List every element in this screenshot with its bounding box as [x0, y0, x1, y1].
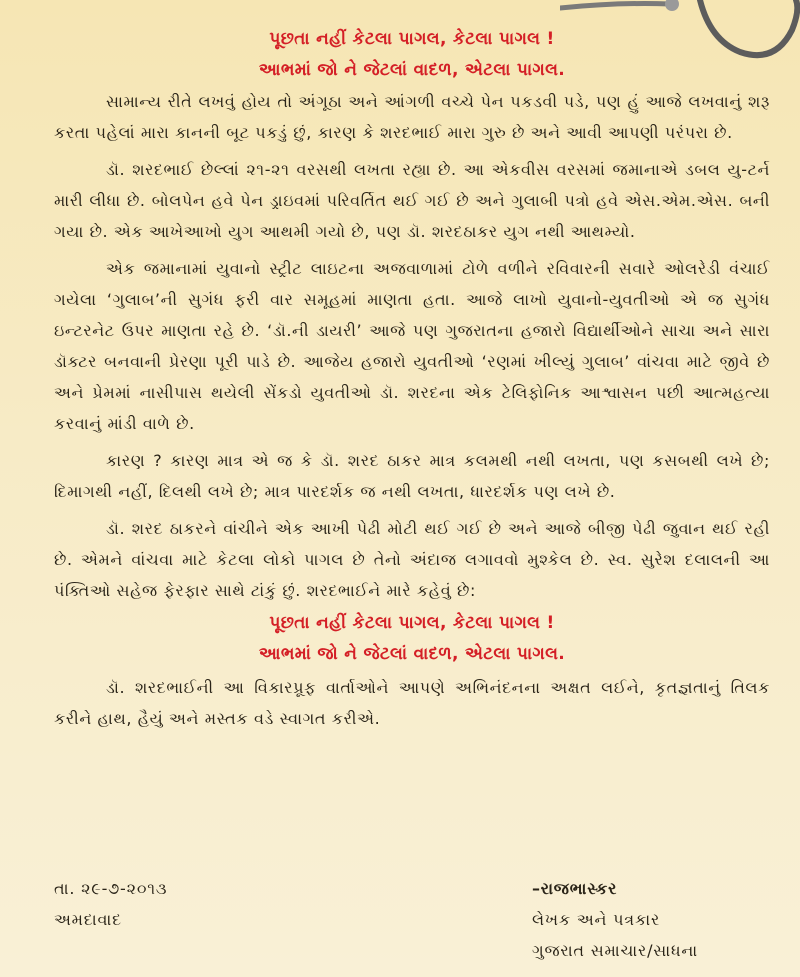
article: [54, 24, 770, 734]
paragraph-1: સામાન્ય રીતે લખવું હોય તો અંગૂઠા અને આંગળી વચ્ચે પેન પકડવી પડે, પણ હું આજે લખવાનું શરૂ કરતા પહેલાં મારા કાનની બૂટ પકડું છું, કારણ કે શરદભાઈ મારા ગુરુ છે અને આવી આપણી પરંપરા છે.: [54, 92, 770, 142]
couplet-top: [54, 24, 770, 86]
footer-left: [54, 873, 167, 935]
couplet-line-2-repeat: આભમાં જો ને જેટલાં વાદળ, એટલા પાગલ.: [258, 644, 566, 664]
author-signature: –રાજભાસ્કર: [532, 879, 618, 898]
footer: [54, 873, 770, 973]
couplet-line-2: આભમાં જો ને જેટલાં વાદળ, એટલા પાગલ.: [258, 60, 566, 80]
closing-paragraph: ડૉ. શરદભાઈની આ વિકારપ્રૂફ વાર્તાઓને આપણે અભિનંદનના અક્ષત લઈને, કૃતજ્ઞતાનું તિલક કરીને હાથ, હૈયું અને મસ્તક વડે સ્વાગત કરીએ.: [54, 678, 770, 728]
paragraph-3: એક જમાનામાં યુવાનો સ્ટ્રીટ લાઇટના અજવાળામાં ટોળે વળીને રવિવારની સવારે ઓલરેડી વંચાઈ ગયેલા ‘ગુલાબ’ની સુગંધ ફરી વાર સમૂહમાં માણતા હતા. આજે લાખો યુવાનો-યુવતીઓ એ જ સુગંધ ઇન્ટરનેટ ઉપર માણતા રહે છે. ‘ડૉ.ની ડાયરી’ આજે પણ ગુજરાતના હજારો વિદ્યાર્થીઓને સાચા અને સારા ડૉક્ટર બનવાની પ્રેરણા પૂરી પાડે છે. આજેય હજારો યુવતીઓ ‘રણમાં ખીલ્યું ગુલાબ’ વાંચવા માટે જીવે છે અને પ્રેમમાં નાસીપાસ થયેલી સેંકડો યુવતીઓ ડૉ. શરદના એક ટેલિફોનિક આશ્વાસન પછી આત્મહત્યા કરવાનું માંડી વાળે છે.: [54, 259, 770, 433]
couplet-line-1: પૂછતા નહીં કેટલા પાગલ, કેટલા પાગલ !: [269, 29, 555, 49]
paragraph-5: ડૉ. શરદ ઠાકરને વાંચીને એક આખી પેઢી મોટી થઈ ગઈ છે અને આજે બીજી પેઢી જુવાન થઈ રહી છે. એમને વાંચવા માટે કેટલા લોકો પાગલ છે તેનો અંદાજ લગાવવો મુશ્કેલ છે. સ્વ. સુરેશ દલાલની આ પંક્તિઓ સહેજ ફેરફાર સાથે ટાંકું છું. શરદભાઈને મારે કહેવું છે:: [54, 519, 770, 600]
author-role: લેખક અને પત્રકાર: [532, 910, 661, 929]
date: તા. ૨૯-૭-૨૦૧૩: [54, 879, 168, 898]
couplet-line-1-repeat: પૂછતા નહીં કેટલા પાગલ, કેટલા પાગલ !: [269, 613, 555, 633]
footer-right: [532, 873, 698, 966]
paragraph-4: કારણ ? કારણ માત્ર એ જ કે ડૉ. શરદ ઠાકર માત્ર કલમથી નથી લખતા, પણ કસબથી લખે છે; દિમાગથી નહીં, દિલથી લખે છે; માત્ર પારદર્શક જ નથી લખતા, ધારદર્શક પણ લખે છે.: [54, 451, 770, 501]
author-affiliation: ગુજરાત સમાચાર/સાધના: [532, 941, 698, 960]
place: અમદાવાદ: [54, 910, 122, 929]
couplet-bottom: [54, 608, 770, 670]
paragraph-2: ડૉ. શરદભાઈ છેલ્લાં ૨૧-૨૧ વરસથી લખતા રહ્યા છે. આ એકવીસ વરસમાં જમાનાએ ડબલ યુ-ટર્ન મારી લીધા છે. બોલપેન હવે પેન ડ્રાઇવમાં પરિવર્તિત થઈ ગઈ છે અને ગુલાબી પત્રો હવે એસ.એમ.એસ. બની ગયા છે. એક આખેઆખો યુગ આથમી ગયો છે, પણ ડૉ. શરદઠાકર યુગ નથી આથમ્યો.: [54, 160, 770, 241]
